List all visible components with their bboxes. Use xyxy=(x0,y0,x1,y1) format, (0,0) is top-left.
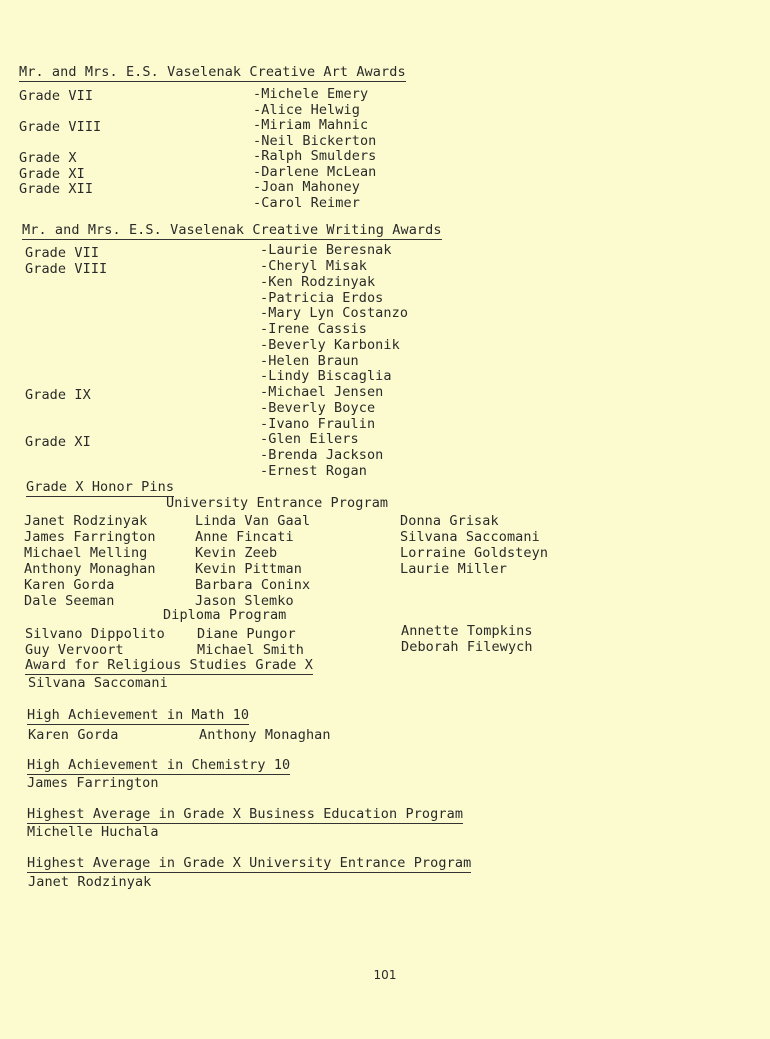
writing-name: -Beverly Boyce xyxy=(260,400,376,416)
chemistry-heading: High Achievement in Chemistry 10 xyxy=(27,757,291,773)
honor-name: Donna Grisak xyxy=(400,513,499,529)
honor-name: Diane Pungor xyxy=(197,626,296,642)
writing-name: -Ivano Fraulin xyxy=(260,416,376,432)
writing-name: -Mary Lyn Costanzo xyxy=(260,305,409,321)
art-name: -Carol Reimer xyxy=(253,195,360,211)
writing-grade-vii: Grade VII xyxy=(25,245,100,261)
art-grade-vii: Grade VII xyxy=(19,88,94,104)
honor-name: Janet Rodzinyak xyxy=(24,513,148,529)
honor-name: Jason Slemko xyxy=(195,593,294,609)
writing-name: -Ernest Rogan xyxy=(260,463,367,479)
chemistry-winner: James Farrington xyxy=(27,775,159,791)
math-winner: Anthony Monaghan xyxy=(199,727,331,743)
honor-name: Guy Vervoort xyxy=(25,642,124,658)
honor-name: Lorraine Goldsteyn xyxy=(400,545,549,561)
writing-name: -Irene Cassis xyxy=(260,321,367,337)
writing-name: -Beverly Karbonik xyxy=(260,337,400,353)
art-name: -Darlene McLean xyxy=(253,164,377,180)
writing-grade-viii: Grade VIII xyxy=(25,261,108,277)
art-awards-heading: Mr. and Mrs. E.S. Vaselenak Creative Art Awards xyxy=(19,64,406,80)
honor-name: Deborah Filewych xyxy=(401,639,533,655)
art-name: -Alice Helwig xyxy=(253,102,360,118)
honor-name: Laurie Miller xyxy=(400,561,507,577)
business-heading: Highest Average in Grade X Business Education Program xyxy=(27,806,464,822)
page-number: 101 xyxy=(373,968,397,982)
art-name: -Michele Emery xyxy=(253,86,369,102)
honor-name: Barbara Coninx xyxy=(195,577,311,593)
math-heading: High Achievement in Math 10 xyxy=(27,707,250,723)
honor-name: Dale Seeman xyxy=(24,593,115,609)
diploma-program-label: Diploma Program xyxy=(163,607,287,623)
writing-name: -Laurie Beresnak xyxy=(260,242,392,258)
honor-name: Anne Fincati xyxy=(195,529,294,545)
religious-studies-heading: Award for Religious Studies Grade X xyxy=(25,657,313,673)
writing-name: -Cheryl Misak xyxy=(260,258,367,274)
honor-name: Anthony Monaghan xyxy=(24,561,156,577)
writing-awards-heading: Mr. and Mrs. E.S. Vaselenak Creative Writing Awards xyxy=(22,222,442,238)
university-average-winner: Janet Rodzinyak xyxy=(28,874,152,890)
writing-name: -Michael Jensen xyxy=(260,384,384,400)
honor-name: Kevin Pittman xyxy=(195,561,302,577)
writing-name: -Glen Eilers xyxy=(260,431,359,447)
university-program-label: University Entrance Program xyxy=(166,495,389,511)
honor-name: Linda Van Gaal xyxy=(195,513,311,529)
honor-name: Michael Smith xyxy=(197,642,304,658)
art-grade-viii: Grade VIII xyxy=(19,119,102,135)
art-name: -Joan Mahoney xyxy=(253,179,360,195)
honor-name: James Farrington xyxy=(24,529,156,545)
honor-name: Kevin Zeeb xyxy=(195,545,278,561)
art-grade-xii: Grade XII xyxy=(19,181,94,197)
honor-name: Karen Gorda xyxy=(24,577,115,593)
writing-grade-ix: Grade IX xyxy=(25,387,91,403)
writing-name: -Lindy Biscaglia xyxy=(260,368,392,384)
university-average-heading: Highest Average in Grade X University Entrance Program xyxy=(27,855,472,871)
writing-name: -Ken Rodzinyak xyxy=(260,274,376,290)
writing-name: -Brenda Jackson xyxy=(260,447,384,463)
honor-name: Michael Melling xyxy=(24,545,148,561)
art-name: -Neil Bickerton xyxy=(253,133,377,149)
honor-name: Silvano Dippolito xyxy=(25,626,165,642)
writing-name: -Patricia Erdos xyxy=(260,290,384,306)
honor-pins-heading: Grade X Honor Pins xyxy=(26,479,175,495)
religious-studies-winner: Silvana Saccomani xyxy=(28,675,168,691)
math-winner: Karen Gorda xyxy=(28,727,119,743)
writing-name: -Helen Braun xyxy=(260,353,359,369)
art-name: -Ralph Smulders xyxy=(253,148,377,164)
business-winner: Michelle Huchala xyxy=(27,824,159,840)
honor-name: Annette Tompkins xyxy=(401,623,533,639)
honor-name: Silvana Saccomani xyxy=(400,529,540,545)
art-grade-x: Grade X xyxy=(19,150,77,166)
writing-grade-xi: Grade XI xyxy=(25,434,91,450)
art-grade-xi: Grade XI xyxy=(19,166,85,182)
art-name: -Miriam Mahnic xyxy=(253,117,369,133)
